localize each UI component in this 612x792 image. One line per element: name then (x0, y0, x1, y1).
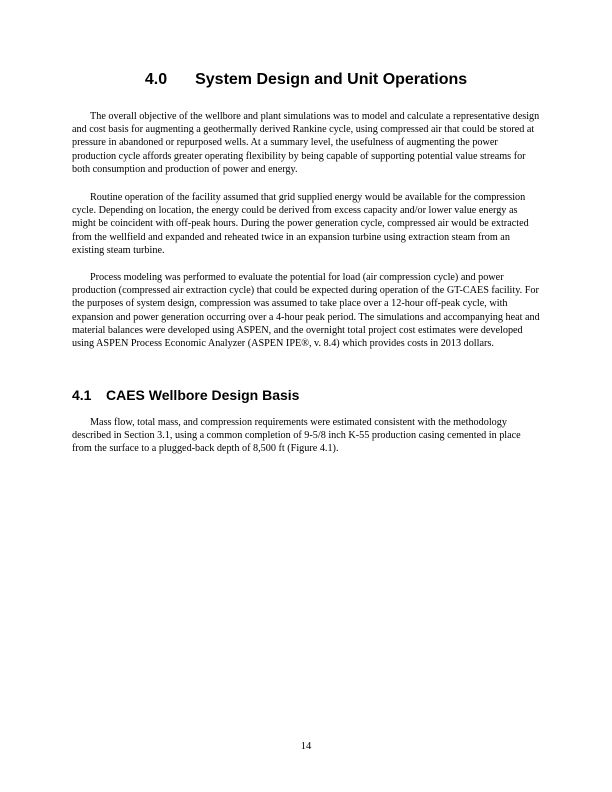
paragraph-process-modeling (72, 271, 542, 350)
subsection-number: 4.1 (72, 387, 92, 403)
paragraph-objective-text: The overall objective of the wellbore and plant simulations was to model and calculate a representative design and cost basis for augmenting a geothermally derived Rankine cycle, using compressed air that could be stored at pressure in abandoned or repurposed wells. At a summary level, the usefulness of augmenting the power production cycle affords greater operating flexibility by being capable of supporting potential value streams for both consumption and production of power and energy. (72, 111, 540, 175)
paragraph-process-modeling-text: Process modeling was performed to evaluate the potential for load (air compression cycle) and power production (compressed air extraction cycle) that could be expected during operation of the GT-CAES facility. For the purposes of system design, compression was assumed to take place over a 12-hour off-peak cycle, with expansion and power generation occurring over a 4-hour peak period. The simulations and accompanying heat and material balances were developed using ASPEN, and the overnight total project cost estimates were developed using ASPEN Process Economic Analyzer (ASPEN IPE®, v. 8.4) which provides costs in 2013 dollars. (72, 272, 540, 350)
paragraph-routine-operation (72, 191, 542, 257)
subsection-heading (72, 386, 299, 404)
page-number: 14 (300, 741, 312, 752)
paragraph-wellbore-basis (72, 416, 542, 456)
paragraph-routine-operation-text: Routine operation of the facility assumed that grid supplied energy would be available for the compression cycle. Depending on location, the energy could be derived from excess capacity and/or lower value energy as might be coincident with off-peak hours. During the power generation cycle, compressed air would be extracted from the wellfield and expanded and reheated twice in an expansion turbine using extraction steam from an existing steam turbine. (72, 192, 529, 256)
paragraph-objective (72, 110, 542, 176)
subsection-title: CAES Wellbore Design Basis (106, 387, 300, 403)
section-title: System Design and Unit Operations (195, 71, 468, 88)
paragraph-wellbore-basis-text: Mass flow, total mass, and compression requirements were estimated consistent with the methodology described in Section 3.1, using a common completion of 9-5/8 inch K-55 production casing cemented in place from the surface to a plugged-back depth of 8,500 ft (Figure 4.1). (72, 417, 521, 455)
section-number: 4.0 (144, 71, 168, 88)
section-heading (72, 70, 540, 90)
